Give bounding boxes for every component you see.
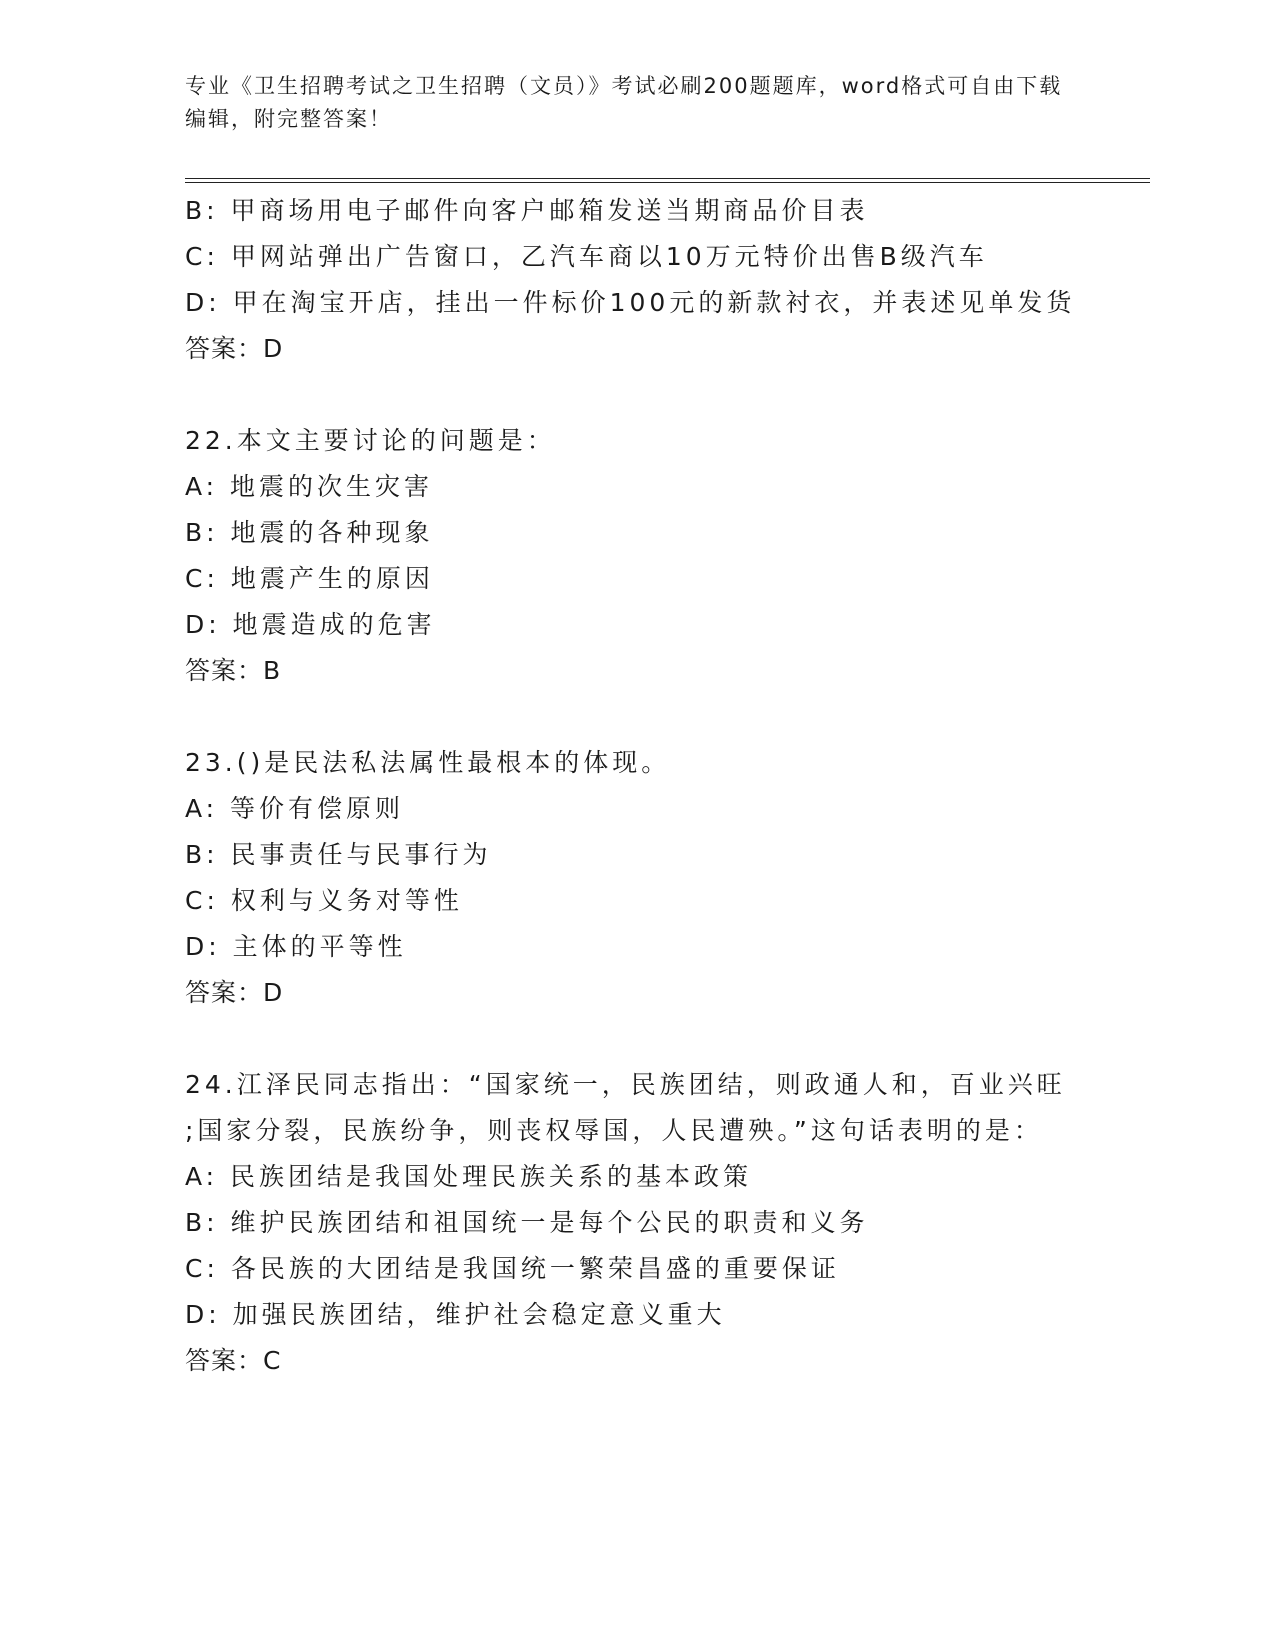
header-text: 专业《卫生招聘考试之卫生招聘（文员）》考试必刷200题题库，word格式可自由下载编辑，附完整答案！ [185, 74, 1063, 131]
answer-line: 答案：D [185, 334, 284, 363]
option-d: D: 加强民族团结，维护社会稳定意义重大 [185, 1300, 726, 1329]
question-stem: 22.本文主要讨论的问题是： [185, 426, 556, 455]
option-c: C: 各民族的大团结是我国统一繁荣昌盛的重要保证 [185, 1254, 840, 1283]
answer-line: 答案：D [185, 978, 284, 1007]
answer-line: 答案：B [185, 656, 282, 685]
option-d: D: 甲在淘宝开店，挂出一件标价100元的新款衬衣，并表述见单发货 [185, 288, 1076, 317]
option-d: D: 地震造成的危害 [185, 610, 436, 639]
option-c: C: 权利与义务对等性 [185, 886, 463, 915]
header-double-rule [185, 178, 1150, 183]
answer-line: 答案：C [185, 1346, 282, 1375]
option-d: D: 主体的平等性 [185, 932, 407, 961]
document-header [185, 70, 1085, 136]
question-stem-line-1: 24.江泽民同志指出：“国家统一，民族团结，则政通人和，百业兴旺 [185, 1070, 1066, 1099]
question-24 [185, 1062, 1145, 1384]
question-content [185, 188, 1145, 1384]
option-c: C: 甲网站弹出广告窗口，乙汽车商以10万元特价出售B级汽车 [185, 242, 988, 271]
option-c: C: 地震产生的原因 [185, 564, 434, 593]
option-b: B: 维护民族团结和祖国统一是每个公民的职责和义务 [185, 1208, 869, 1237]
option-a: A: 民族团结是我国处理民族关系的基本政策 [185, 1162, 753, 1191]
question-stem-line-2: ;国家分裂，民族纷争，则丧权辱国，人民遭殃。”这句话表明的是： [185, 1116, 1043, 1145]
option-b: B: 民事责任与民事行为 [185, 840, 492, 869]
option-a: A: 地震的次生灾害 [185, 472, 434, 501]
option-b: B: 地震的各种现象 [185, 518, 434, 547]
option-a: A: 等价有偿原则 [185, 794, 405, 823]
option-b: B: 甲商场用电子邮件向客户邮箱发送当期商品价目表 [185, 196, 869, 225]
question-23 [185, 740, 1145, 1016]
question-22 [185, 418, 1145, 694]
question-stem: 23.()是民法私法属性最根本的体现。 [185, 748, 671, 777]
prev-question-block [185, 188, 1145, 372]
